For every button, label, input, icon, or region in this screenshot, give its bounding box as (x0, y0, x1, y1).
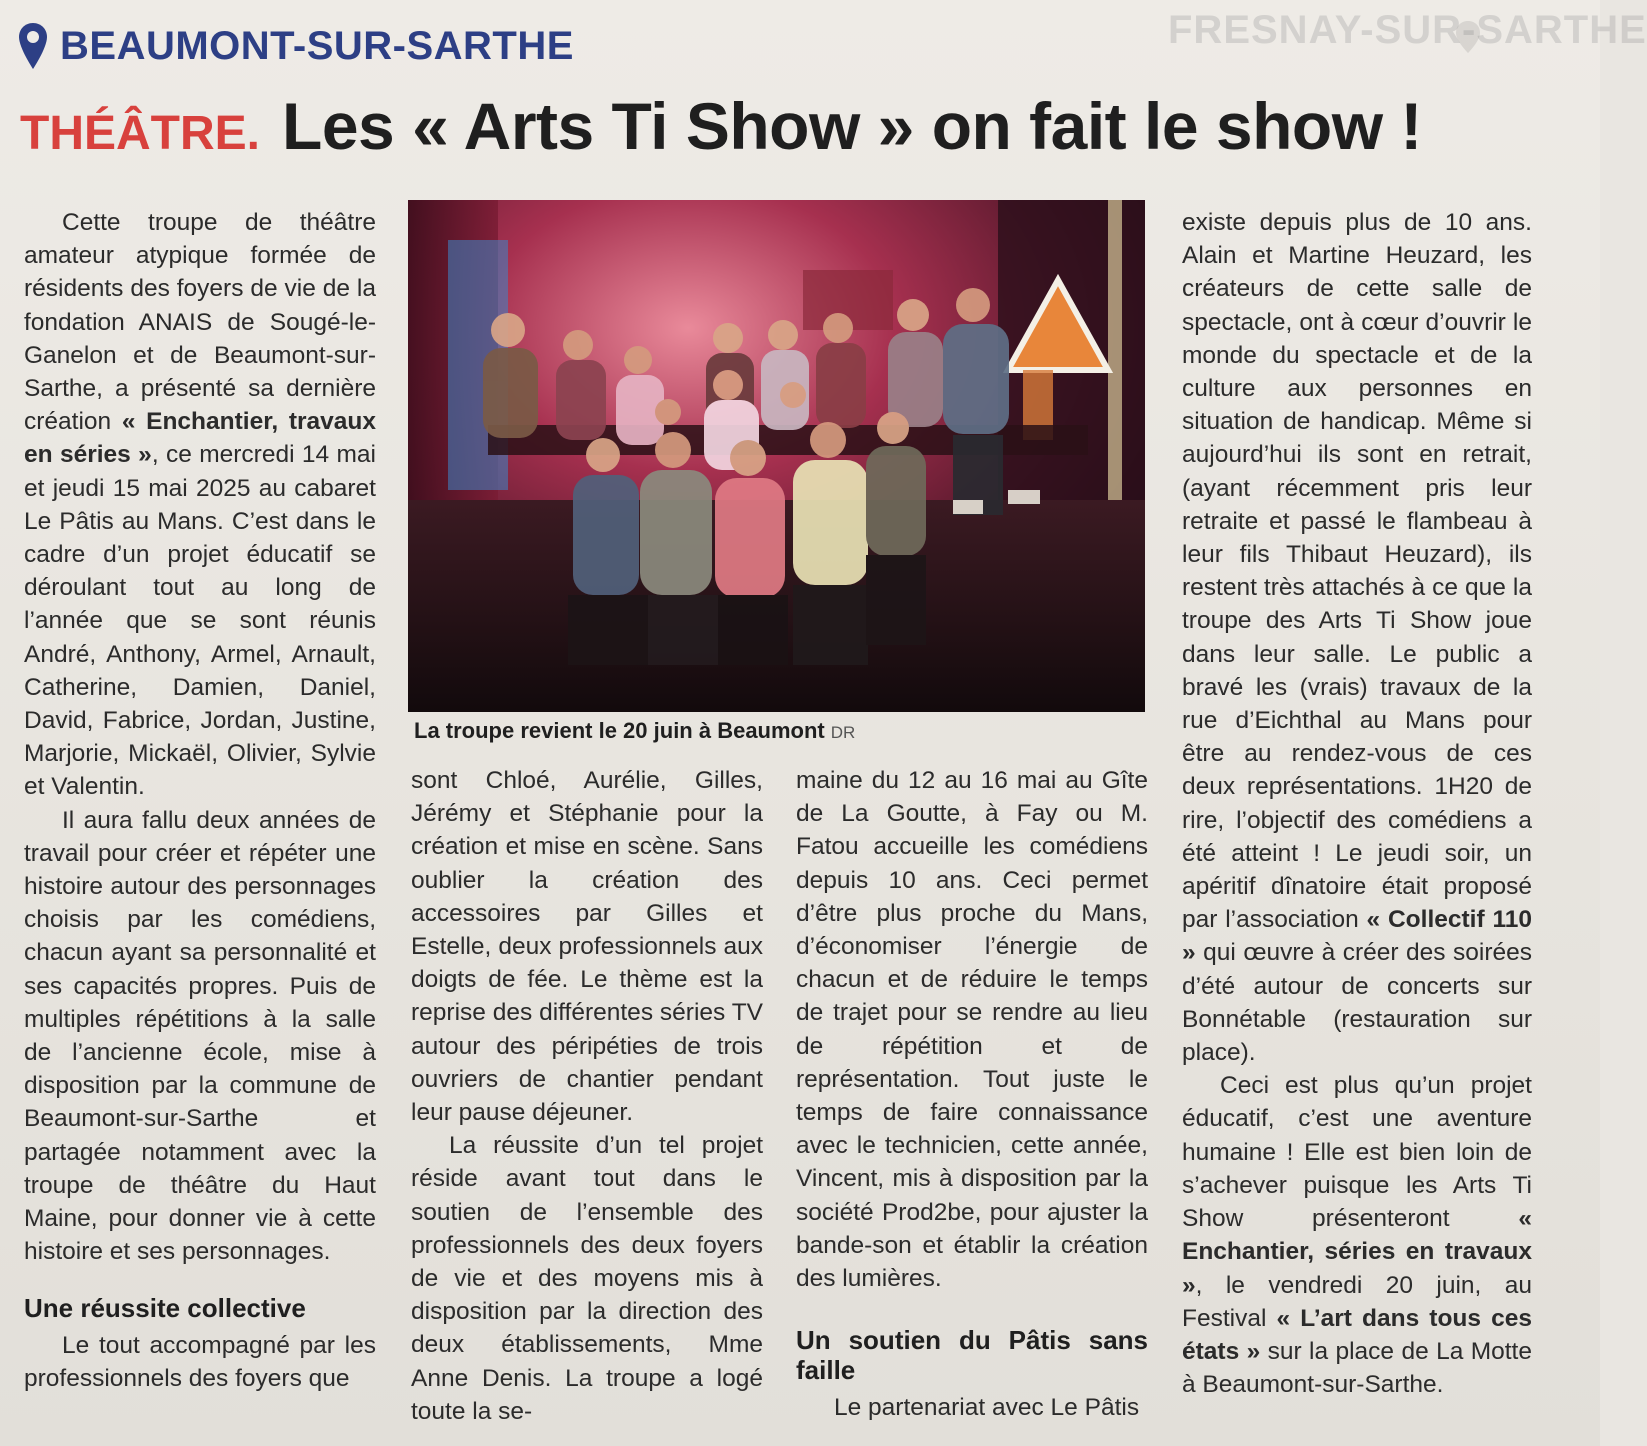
paragraph: La réussite d’un tel projet réside avant tout dans le soutien de l’ensemble des professionnels des deux foyers de vie et des moyens mis à disposition par la direction des deux établissements, Mme Anne Denis. La troupe a logé toute la se- (411, 1132, 763, 1425)
photo-caption: La troupe revient le 20 juin à Beaumont DR (414, 718, 856, 743)
article-title: Les « Arts Ti Show » on fait le show ! (282, 89, 1422, 163)
subheading: Un soutien du Pâtis sans faille (796, 1325, 1148, 1386)
location-pin-icon (18, 22, 48, 70)
paragraph: Le tout accompagné par les professionnels des foyers que (24, 1331, 376, 1392)
association-name: « Collectif 110 » (1182, 906, 1532, 967)
location-pin-icon (1455, 20, 1481, 54)
paragraph: Cette troupe de théâtre amateur atypique formée de résidents des foyers de vie de la fondation ANAIS de Sougé-le-Ganelon et de Beaumont-sur-Sarthe, a présenté sa dernière création « Enchantier, travaux en séries », ce mercredi 14 mai et jeudi 15 mai 2025 au cabaret Le Pâtis au Mans. C’est dans le cadre d’un projet éducatif se déroulant tout au long de l’année que se sont réunis André, Anthony, Armel, Arnault, Catherine, Damien, Daniel, David, Fabrice, Jordan, Justine, Marjorie, Mickaël, Olivier, Sylvie et Valentin. (24, 209, 376, 801)
article-column-2 (411, 764, 763, 1428)
subheading: Une réussite collective (24, 1292, 306, 1323)
section-header (18, 16, 574, 76)
festival-name: « L’art dans tous ces états » (1182, 1304, 1532, 1365)
paragraph: existe depuis plus de 10 ans. Alain et Martine Heuzard, les créateurs de cette salle de spectacle, ont à cœur d’ouvrir le monde du spectacle et de la culture aux personnes en situation de handicap. Même si aujourd’hui ils sont en retrait, (ayant récemment pris leur retraite et passé le flambeau à leur fils Thibaut Heuzard), ils restent très attachés à ce que la troupe des Arts Ti Show joue dans leur salle. Le public a bravé les (vrais) travaux de la rue d’Eichthal au Mans pour être au rendez-vous de ces deux représentations. 1H20 de rire, l’objectif des comédiens a été atteint ! Le jeudi soir, un apéritif dînatoire était proposé par l’association « Collectif 110 » qui œuvre à créer des soirées d’été autour de concerts sur Bonnétable (restauration sur place). (1182, 209, 1532, 1067)
article-column-3 (796, 764, 1148, 1424)
paragraph: Le partenariat avec Le Pâtis (834, 1394, 1140, 1422)
rubric-label: THÉÂTRE. (20, 107, 260, 160)
article-column-4 (1182, 206, 1532, 1401)
adjacent-page-bleed: FRESNAY-SUR-SARTHE (1168, 8, 1647, 52)
paragraph: maine du 12 au 16 mai au Gîte de La Goutte, à Fay ou M. Fatou accueille les comédiens depuis 10 ans. Ceci permet d’être plus proche du Mans, d’économiser l’énergie de chacun et de réduire le temps de trajet pour se rendre au lieu de répétition et de représentation. Tout juste le temps de faire connaissance avec le technicien, cette année, Vincent, mis à disposition par la société Prod2be, pour ajuster la bande-son et établir la création des lumières. (796, 767, 1148, 1293)
photo-credit: DR (830, 723, 856, 742)
location-label: BEAUMONT-SUR-SARTHE (60, 23, 574, 68)
paragraph: Il aura fallu deux années de travail pour créer et répéter une histoire autour des personnages choisis par les comédiens, chacun ayant sa personnalité et ses capacités propres. Puis de multiples répétitions à la salle de l’ancienne école, mise à disposition par la commune de Beaumont-sur-Sarthe et partagée notamment avec la troupe de théâtre du Haut Maine, pour donner vie à cette histoire et ses personnages. (24, 806, 376, 1266)
article-column-1 (24, 206, 376, 1395)
paragraph: sont Chloé, Aurélie, Gilles, Jérémy et Stéphanie pour la création et mise en scène. Sans oublier la création des accessoires par Gilles et Estelle, deux professionnels aux doigts de fée. Le thème est la reprise des différentes séries TV autour des péripéties de trois ouvriers de chantier pendant leur pause déjeuner. (411, 767, 763, 1127)
paragraph: Ceci est plus qu’un projet éducatif, c’est une aventure humaine ! Elle est bien loin de s’achever puisque les Arts Ti Show présenteront « Enchantier, séries en travaux », le vendredi 20 juin, au Festival « L’art dans tous ces états » sur la place de La Motte à Beaumont-sur-Sarthe. (1182, 1072, 1532, 1399)
troupe-photo (408, 200, 1145, 712)
show-title: « Enchantier, séries en travaux » (1182, 1205, 1532, 1299)
headline (20, 88, 1580, 178)
show-title: « Enchantier, travaux en séries » (24, 408, 376, 469)
